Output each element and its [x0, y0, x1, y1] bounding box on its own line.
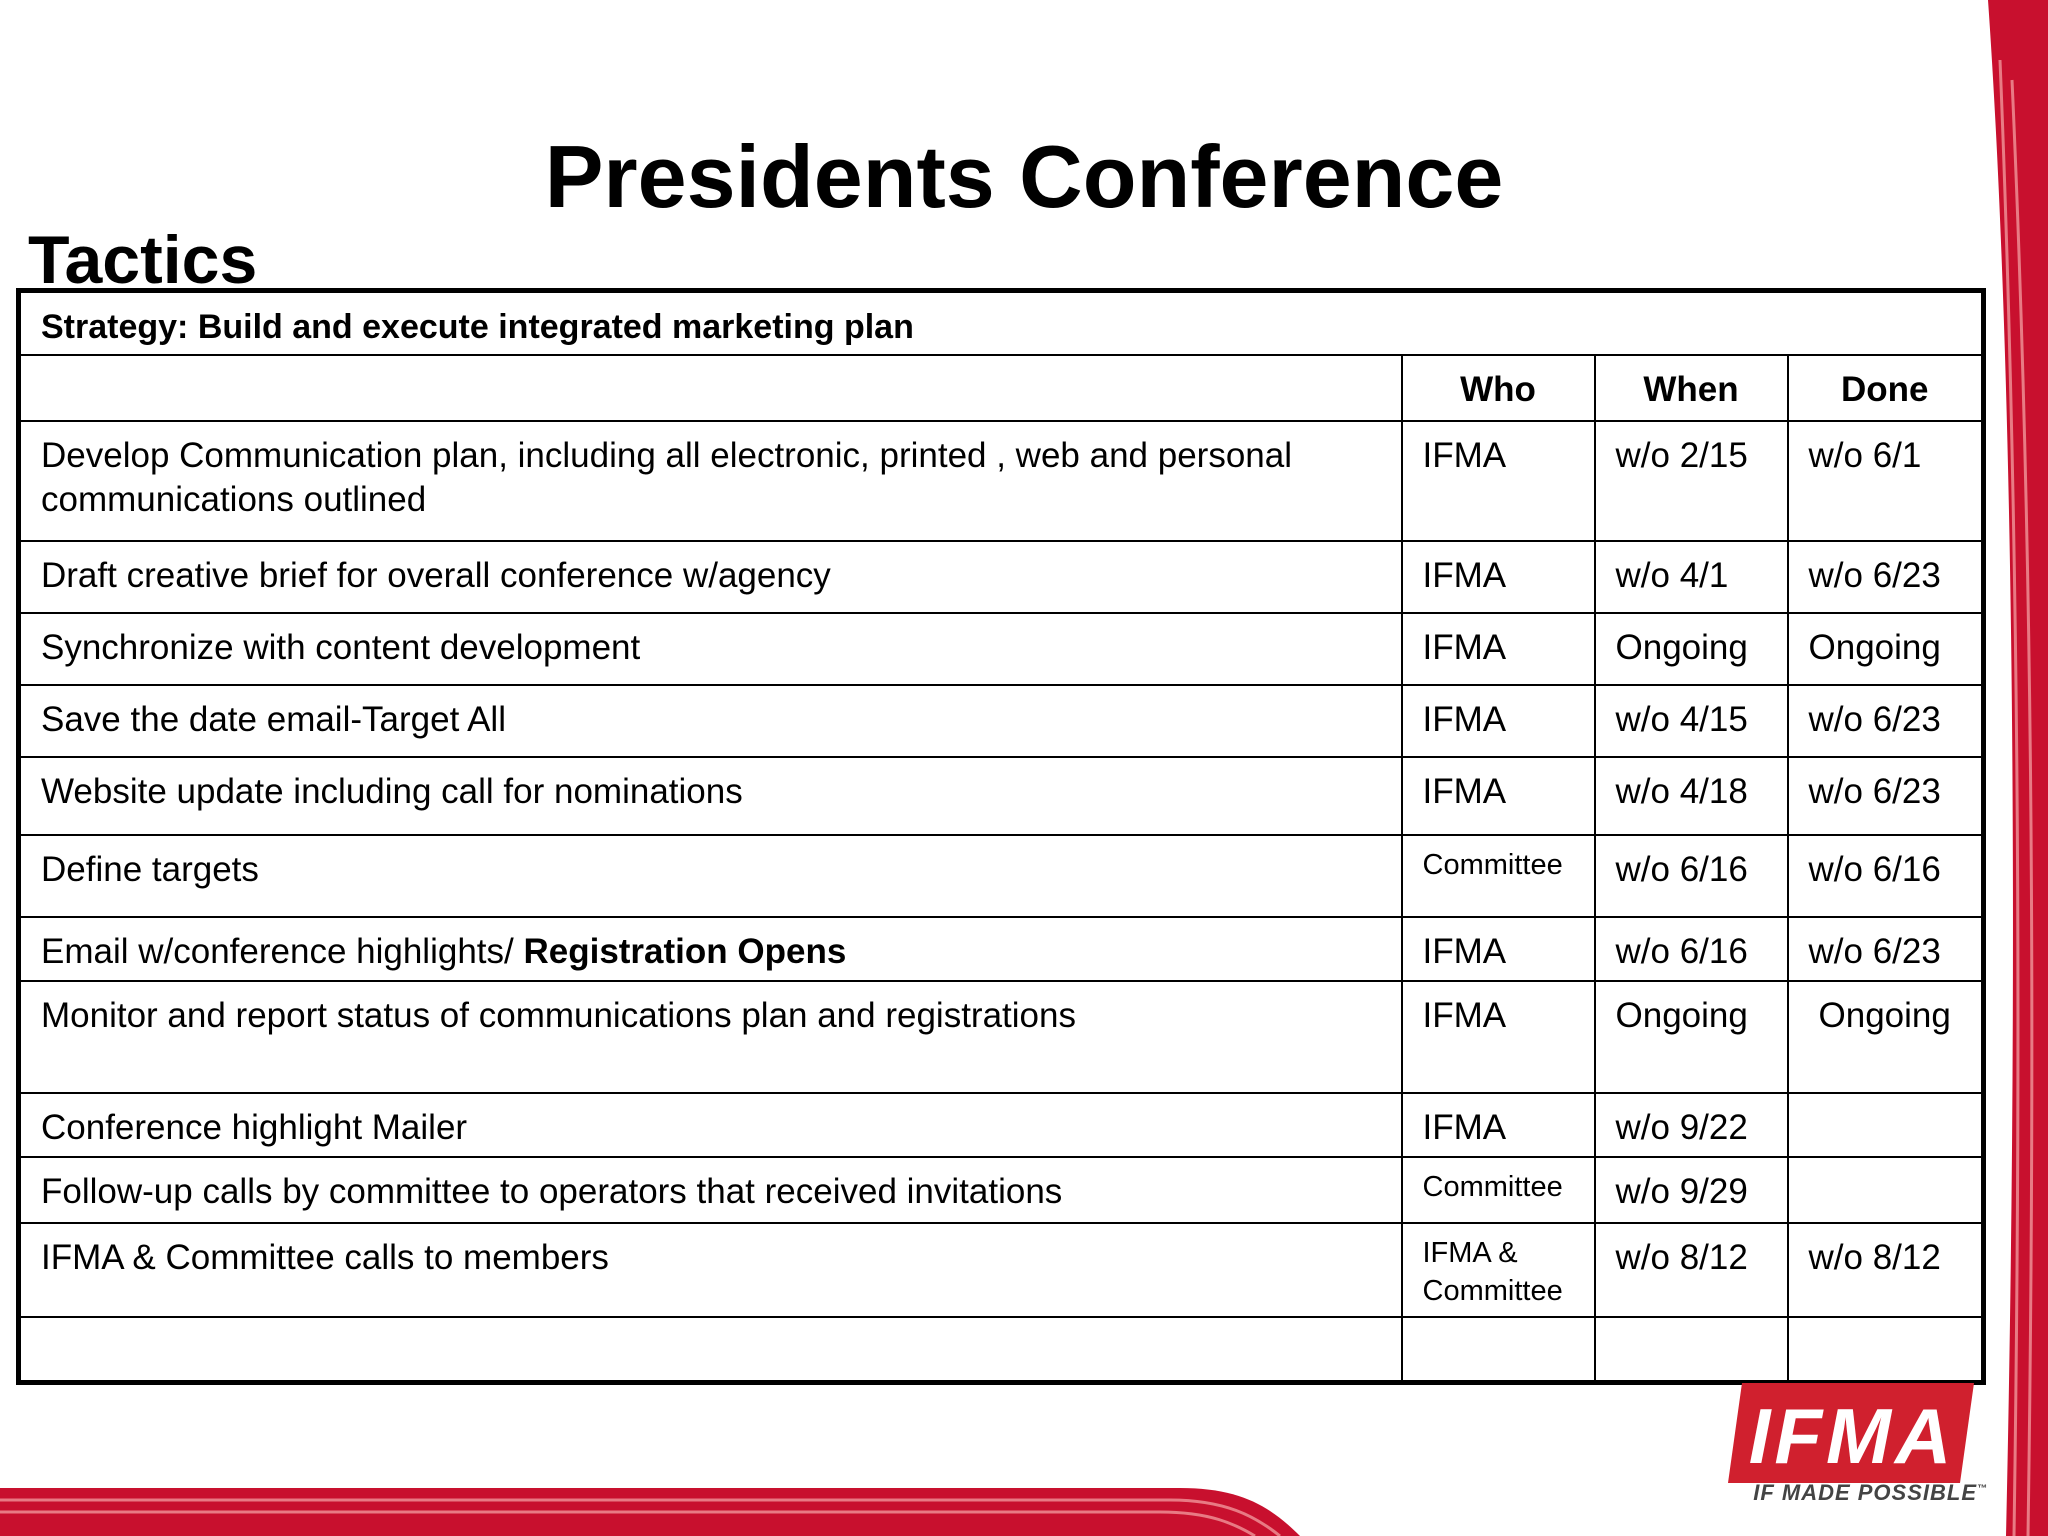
tactic-cell: [19, 421, 1402, 541]
tactic-cell: [19, 757, 1402, 835]
when-cell: [1595, 1317, 1788, 1383]
tactics-table: [16, 288, 1986, 1385]
tactic-cell: [19, 541, 1402, 613]
table-row: [19, 757, 1984, 835]
when-cell: w/o 6/16: [1595, 917, 1788, 981]
header-when: When: [1595, 355, 1788, 421]
done-cell: Ongoing: [1788, 613, 1984, 685]
table-row: [19, 1157, 1984, 1223]
who-cell: IFMA: [1402, 685, 1595, 757]
tactic-text: Develop Communication plan, including all electronic, printed , web and personal communications outlined: [41, 435, 1292, 519]
table-row: [19, 917, 1984, 981]
tactic-text: Email w/conference highlights/: [41, 931, 524, 971]
bottom-red-stripe: [0, 1476, 1300, 1536]
table-row: [19, 1223, 1984, 1317]
tactic-cell: [19, 1317, 1402, 1383]
tactic-text: Follow-up calls by committee to operators that received invitations: [41, 1171, 1063, 1211]
header-row: [19, 355, 1984, 421]
tactic-text: Draft creative brief for overall conference w/agency: [41, 555, 831, 595]
tactic-text: IFMA & Committee calls to members: [41, 1237, 609, 1277]
table-row: [19, 685, 1984, 757]
trademark-mark: ™: [1977, 1483, 1988, 1495]
slide-title: Presidents Conference: [544, 127, 1504, 226]
table-row: [19, 1317, 1984, 1383]
when-cell: Ongoing: [1595, 613, 1788, 685]
done-cell: [1788, 1317, 1984, 1383]
tactic-text: Website update including call for nominations: [41, 771, 743, 811]
table-row: [19, 1093, 1984, 1157]
who-cell: IFMA: [1402, 613, 1595, 685]
strategy-cell: Strategy: Build and execute integrated marketing plan: [19, 291, 1984, 355]
done-cell: w/o 6/23: [1788, 685, 1984, 757]
logo-tagline-text: IF MADE POSSIBLE: [1753, 1480, 1977, 1505]
who-cell: IFMA: [1402, 541, 1595, 613]
done-cell: w/o 6/23: [1788, 541, 1984, 613]
when-cell: Ongoing: [1595, 981, 1788, 1093]
when-cell: w/o 4/1: [1595, 541, 1788, 613]
table-row: [19, 421, 1984, 541]
tactic-text: Monitor and report status of communications plan and registrations: [41, 995, 1076, 1035]
who-cell: IFMA: [1402, 917, 1595, 981]
who-cell: [1402, 1317, 1595, 1383]
tactic-cell: [19, 1157, 1402, 1223]
who-cell: IFMA & Committee: [1402, 1223, 1595, 1317]
who-cell: IFMA: [1402, 981, 1595, 1093]
done-cell: [1788, 1157, 1984, 1223]
who-cell: Committee: [1402, 835, 1595, 917]
who-cell: IFMA: [1402, 757, 1595, 835]
slide-subtitle: Tactics: [28, 222, 258, 298]
done-cell: w/o 6/23: [1788, 757, 1984, 835]
strategy-row: [19, 291, 1984, 355]
tactic-cell: [19, 1093, 1402, 1157]
table-row: [19, 835, 1984, 917]
done-cell: w/o 6/1: [1788, 421, 1984, 541]
header-done: Done: [1788, 355, 1984, 421]
who-cell: Committee: [1402, 1157, 1595, 1223]
done-cell: w/o 6/16: [1788, 835, 1984, 917]
tactic-cell: [19, 613, 1402, 685]
logo-tagline: [1728, 1480, 1988, 1506]
tactic-text: Define targets: [41, 849, 259, 889]
done-cell: [1788, 1093, 1984, 1157]
tactic-text: Synchronize with content development: [41, 627, 641, 667]
table-row: [19, 613, 1984, 685]
when-cell: w/o 9/22: [1595, 1093, 1788, 1157]
table-row: [19, 981, 1984, 1093]
when-cell: w/o 9/29: [1595, 1157, 1788, 1223]
header-who: Who: [1402, 355, 1595, 421]
tactic-cell: [19, 835, 1402, 917]
when-cell: w/o 8/12: [1595, 1223, 1788, 1317]
when-cell: w/o 6/16: [1595, 835, 1788, 917]
when-cell: w/o 2/15: [1595, 421, 1788, 541]
tactic-cell: [19, 1223, 1402, 1317]
tactic-text: Save the date email-Target All: [41, 699, 506, 739]
logo-wordmark: IFMA: [1748, 1392, 1956, 1480]
done-cell: w/o 6/23: [1788, 917, 1984, 981]
tactic-cell: [19, 981, 1402, 1093]
tactic-cell: [19, 685, 1402, 757]
who-cell: IFMA: [1402, 421, 1595, 541]
header-tactic: [19, 355, 1402, 421]
when-cell: w/o 4/15: [1595, 685, 1788, 757]
who-cell: IFMA: [1402, 1093, 1595, 1157]
done-cell: Ongoing: [1788, 981, 1984, 1093]
when-cell: w/o 4/18: [1595, 757, 1788, 835]
table-row: [19, 541, 1984, 613]
tactic-text: Conference highlight Mailer: [41, 1107, 468, 1147]
tactic-cell: [19, 917, 1402, 981]
tactic-emphasis: Registration Opens: [523, 931, 847, 971]
done-cell: w/o 8/12: [1788, 1223, 1984, 1317]
